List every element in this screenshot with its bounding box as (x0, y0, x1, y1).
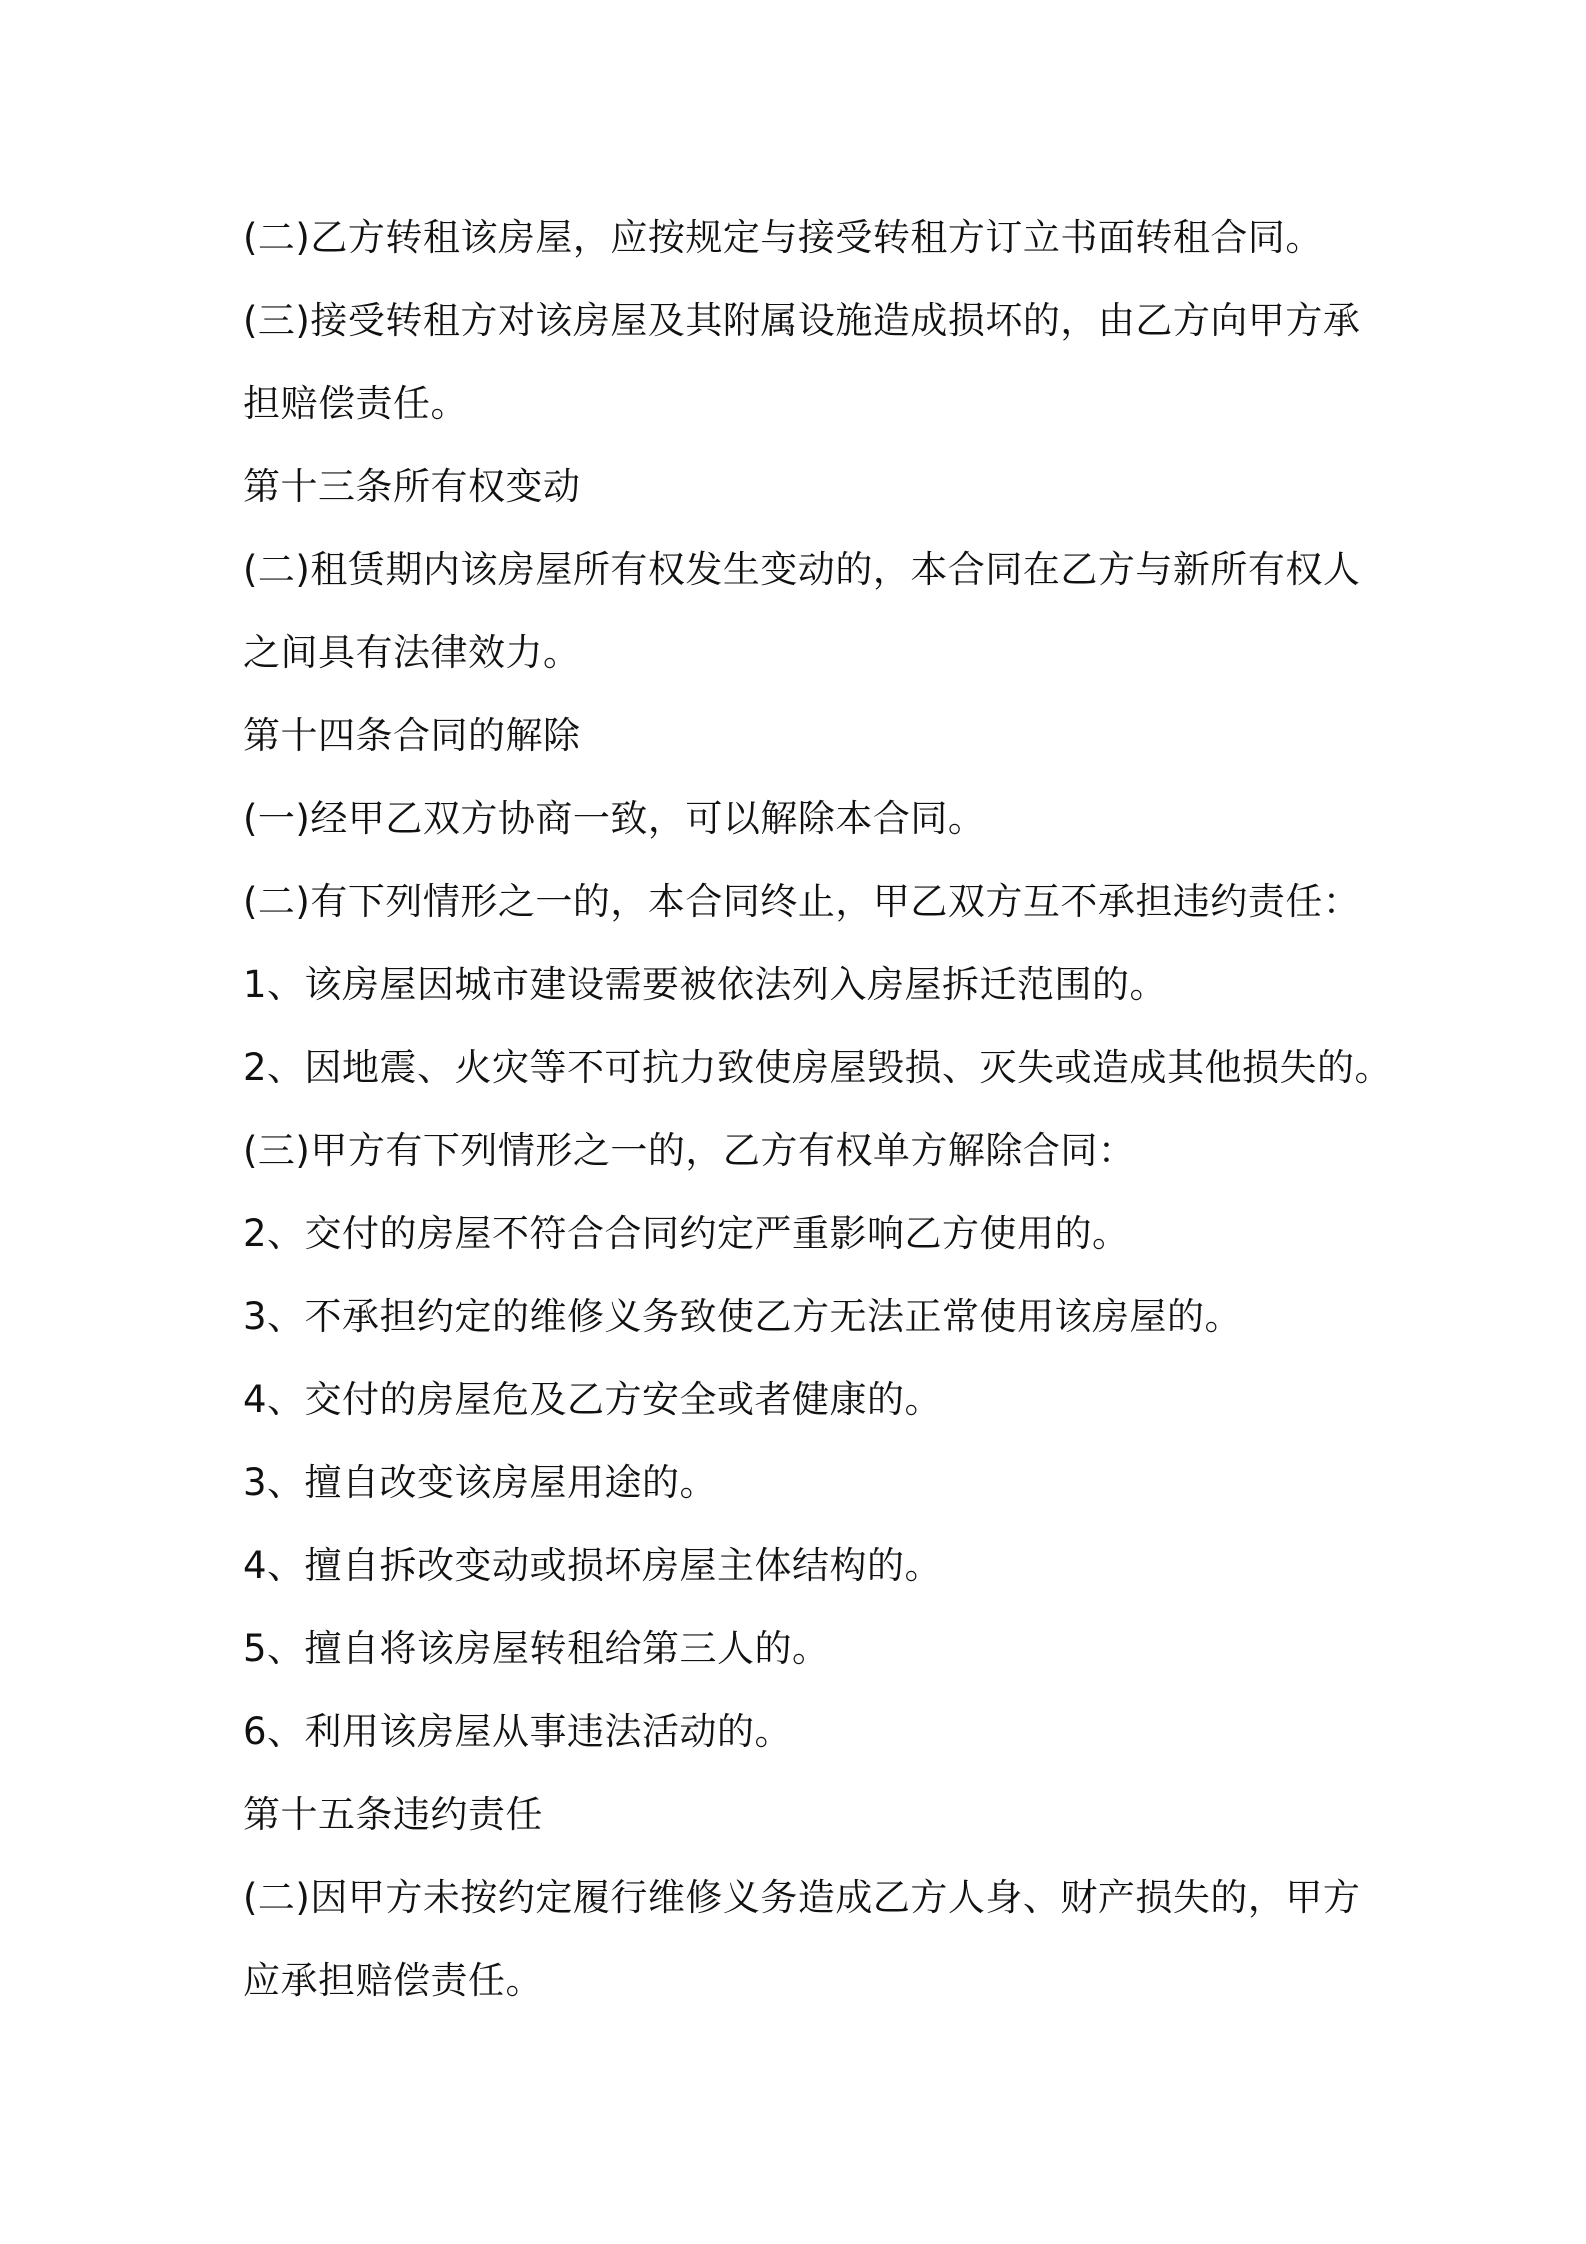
paragraph-line: (三)甲方有下列情形之一的，乙方有权单方解除合同： (243, 1129, 1136, 1172)
paragraph-line: 应承担赔偿责任。 (243, 1959, 543, 2002)
list-item: 2、因地震、火灾等不可抗力致使房屋毁损、灭失或造成其他损失的。 (243, 1046, 1393, 1089)
paragraph-line: 之间具有法律效力。 (243, 631, 581, 674)
list-item: 3、不承担约定的维修义务致使乙方无法正常使用该房屋的。 (243, 1295, 1243, 1338)
list-item: 5、擅自将该房屋转租给第三人的。 (243, 1627, 830, 1670)
list-item: 4、擅自拆改变动或损坏房屋主体结构的。 (243, 1544, 943, 1587)
section-heading: 第十五条违约责任 (243, 1793, 543, 1836)
list-item: 4、交付的房屋危及乙方安全或者健康的。 (243, 1378, 943, 1421)
list-item: 1、该房屋因城市建设需要被依法列入房屋拆迁范围的。 (243, 963, 1168, 1006)
paragraph-line: (一)经甲乙双方协商一致，可以解除本合同。 (243, 797, 986, 840)
list-item: 2、交付的房屋不符合合同约定严重影响乙方使用的。 (243, 1212, 1130, 1255)
paragraph-line: 担赔偿责任。 (243, 382, 468, 425)
paragraph-line: (二)乙方转租该房屋，应按规定与接受转租方订立书面转租合同。 (243, 216, 1323, 259)
paragraph-line: (二)租赁期内该房屋所有权发生变动的，本合同在乙方与新所有权人 (243, 548, 1361, 591)
list-item: 3、擅自改变该房屋用途的。 (243, 1461, 718, 1504)
paragraph-line: (二)有下列情形之一的，本合同终止，甲乙双方互不承担违约责任： (243, 880, 1361, 923)
paragraph-line: (三)接受转租方对该房屋及其附属设施造成损坏的，由乙方向甲方承 (243, 299, 1361, 342)
list-item: 6、利用该房屋从事违法活动的。 (243, 1710, 793, 1753)
document-body (243, 196, 1393, 2022)
section-heading: 第十三条所有权变动 (243, 465, 581, 508)
paragraph-line: (二)因甲方未按约定履行维修义务造成乙方人身、财产损失的，甲方 (243, 1876, 1361, 1919)
section-heading: 第十四条合同的解除 (243, 714, 581, 757)
